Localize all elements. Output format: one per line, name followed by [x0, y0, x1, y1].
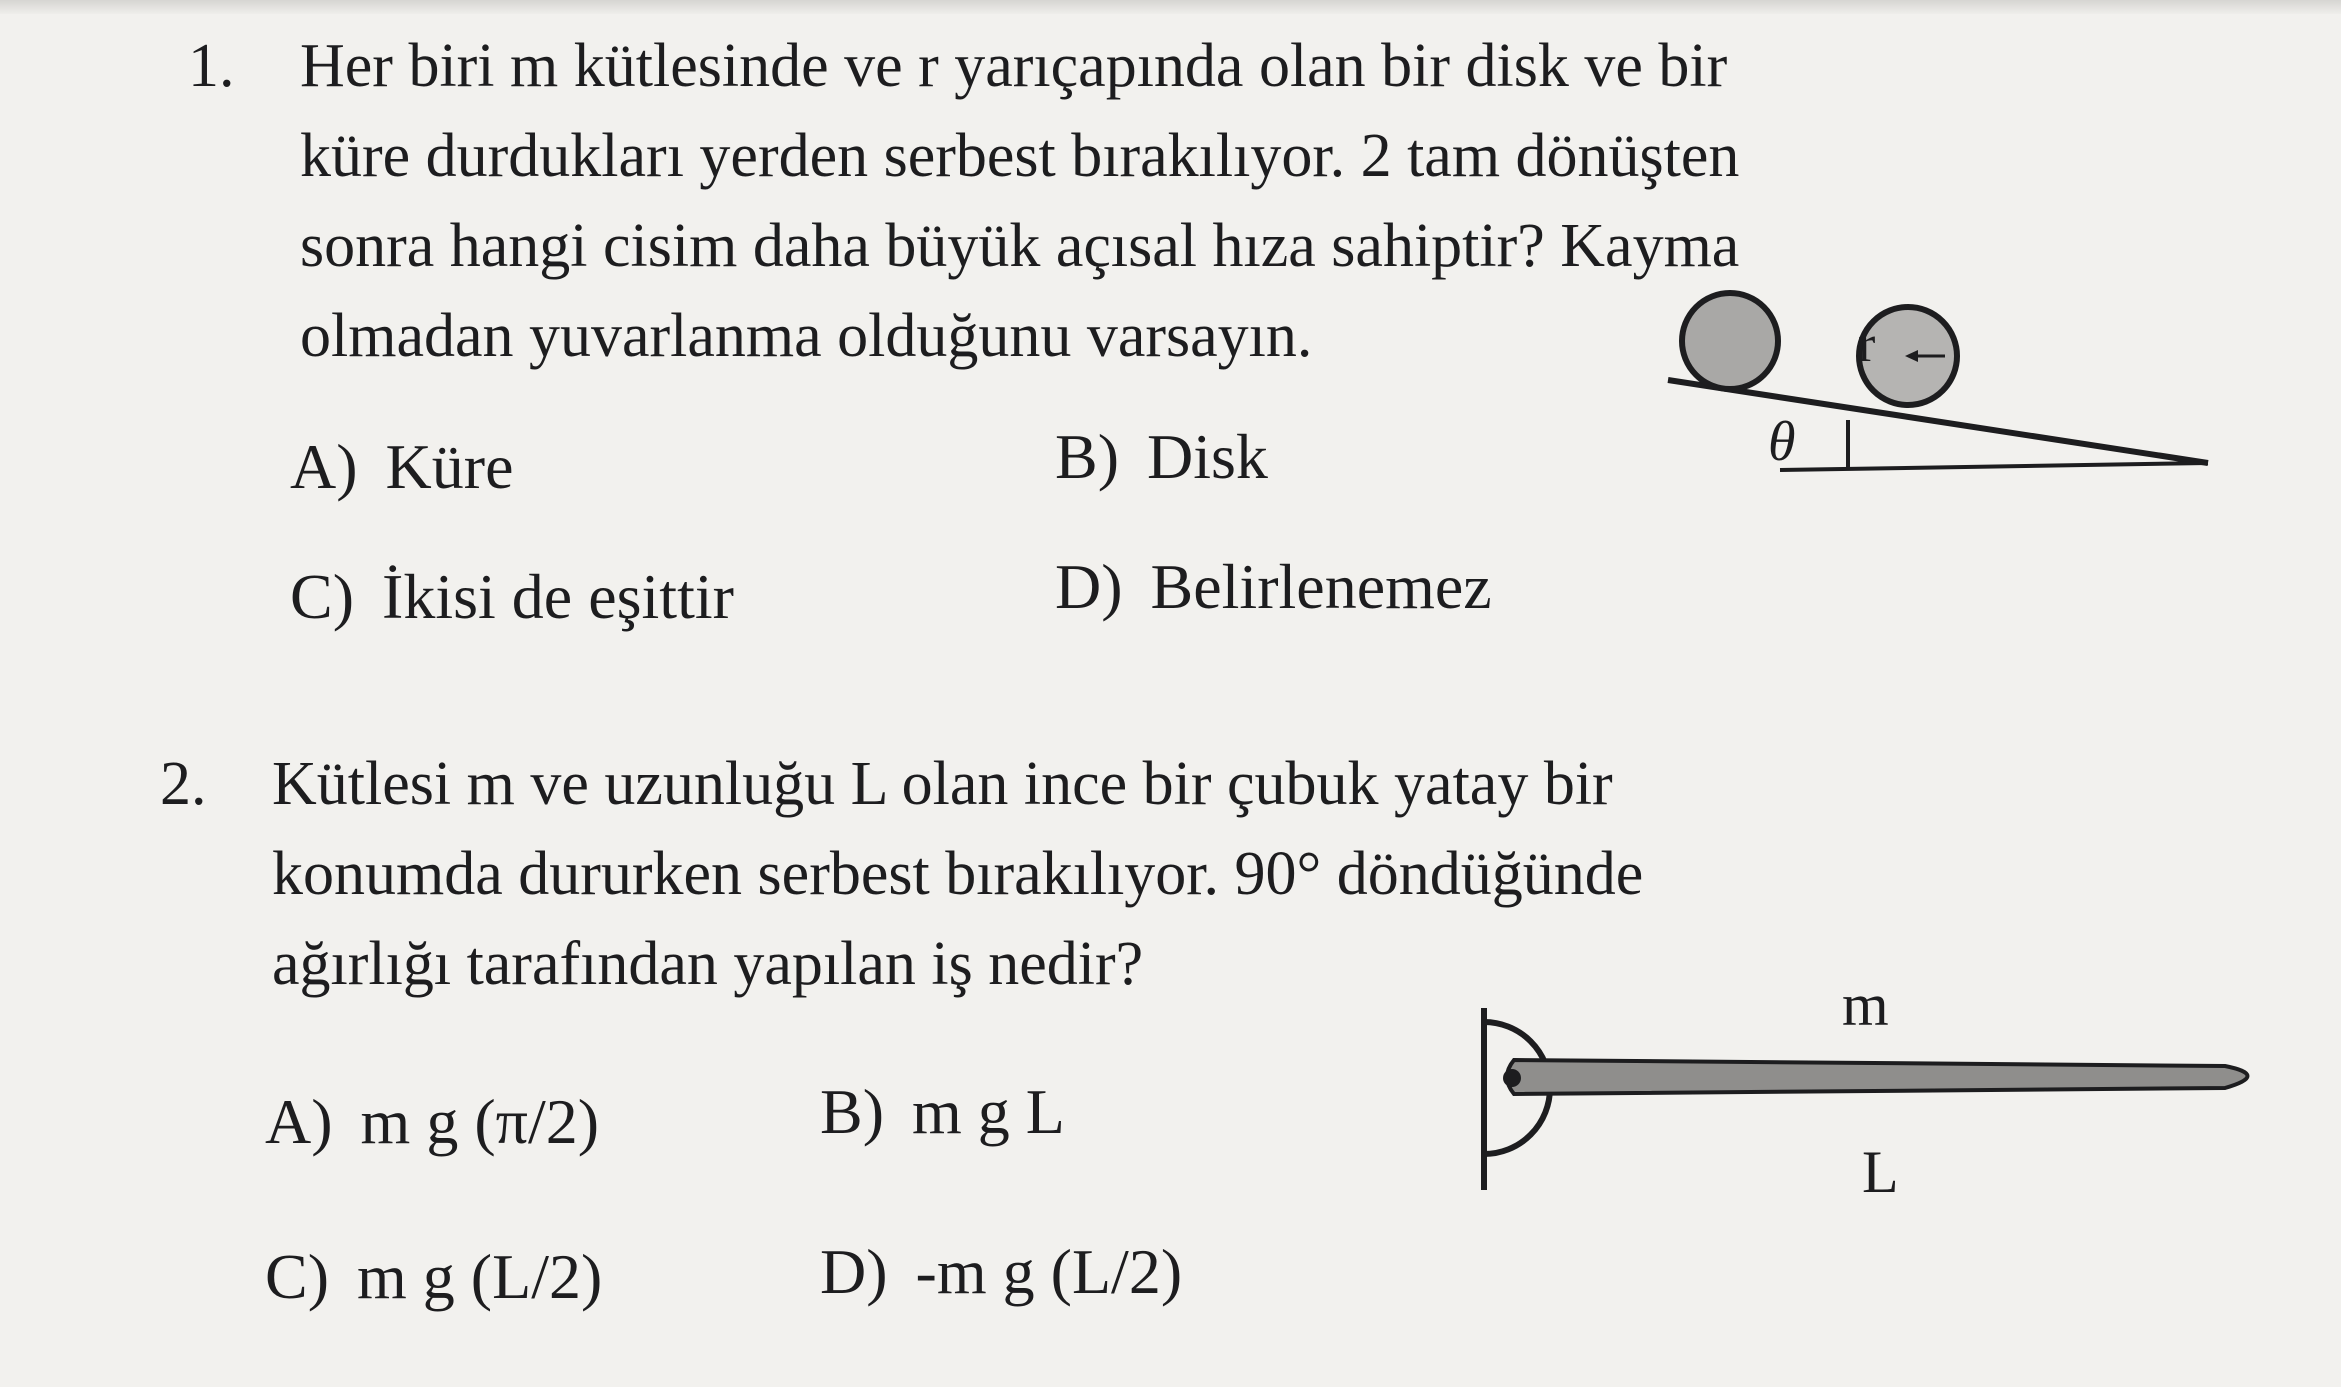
question-1-line-3: sonra hangi cisim daha büyük açısal hıza sahiptir? Kayma: [300, 212, 1740, 280]
length-label: L: [1862, 1139, 1899, 1205]
choice-text: İkisi de eşittir: [382, 561, 734, 632]
question-1-choice-b[interactable]: [1055, 421, 1268, 492]
choice-letter: C): [290, 561, 354, 632]
question-1-number: 1.: [188, 32, 235, 100]
choice-text: m g (π/2): [360, 1086, 600, 1157]
question-2-line-2: konumda dururken serbest bırakılıyor. 90° döndüğünde: [272, 840, 1644, 908]
angle-label: θ: [1768, 411, 1796, 473]
choice-letter: B): [1055, 421, 1119, 492]
question-1-line-2: küre durdukları yerden serbest bırakılıyor. 2 tam dönüşten: [300, 122, 1740, 190]
choice-text: Belirlenemez: [1150, 551, 1492, 622]
question-1-choice-c[interactable]: [290, 561, 734, 632]
mass-label: m: [1842, 972, 1889, 1038]
rod: [1507, 1060, 2248, 1094]
question-2-choice-b[interactable]: [820, 1076, 1065, 1147]
incline-base: [1780, 463, 2208, 470]
choice-letter: A): [290, 431, 358, 502]
choice-text: Disk: [1147, 421, 1268, 492]
question-2-choice-c[interactable]: [265, 1241, 603, 1312]
radius-label: r: [1858, 316, 1876, 373]
incline-figure: [1640, 280, 2220, 490]
question-2-line-1: Kütlesi m ve uzunluğu L olan ince bir çubuk yatay bir: [272, 750, 1613, 818]
question-2-line-3: ağırlığı tarafından yapılan iş nedir?: [272, 930, 1144, 998]
pivot-point-icon: [1503, 1069, 1521, 1087]
choice-text: m g (L/2): [357, 1241, 603, 1312]
choice-text: -m g (L/2): [915, 1236, 1183, 1307]
choice-letter: D): [1055, 551, 1123, 622]
choice-letter: B): [820, 1076, 884, 1147]
question-1-line-1: Her biri m kütlesinde ve r yarıçapında olan bir disk ve bir: [300, 32, 1728, 100]
choice-letter: A): [265, 1086, 333, 1157]
choice-letter: C): [265, 1241, 329, 1312]
question-2-choice-a[interactable]: [265, 1086, 600, 1157]
question-2-number: 2.: [160, 750, 207, 818]
choice-letter: D): [820, 1236, 888, 1307]
question-2-choice-d[interactable]: [820, 1236, 1183, 1307]
disk-icon: [1682, 293, 1778, 389]
page-top-edge: [0, 0, 2341, 14]
question-1-line-4: olmadan yuvarlanma olduğunu varsayın.: [300, 302, 1313, 370]
choice-text: Küre: [385, 431, 514, 502]
choice-text: m g L: [912, 1076, 1065, 1147]
question-1-choice-a[interactable]: [290, 431, 514, 502]
question-1-choice-d[interactable]: [1055, 551, 1492, 622]
